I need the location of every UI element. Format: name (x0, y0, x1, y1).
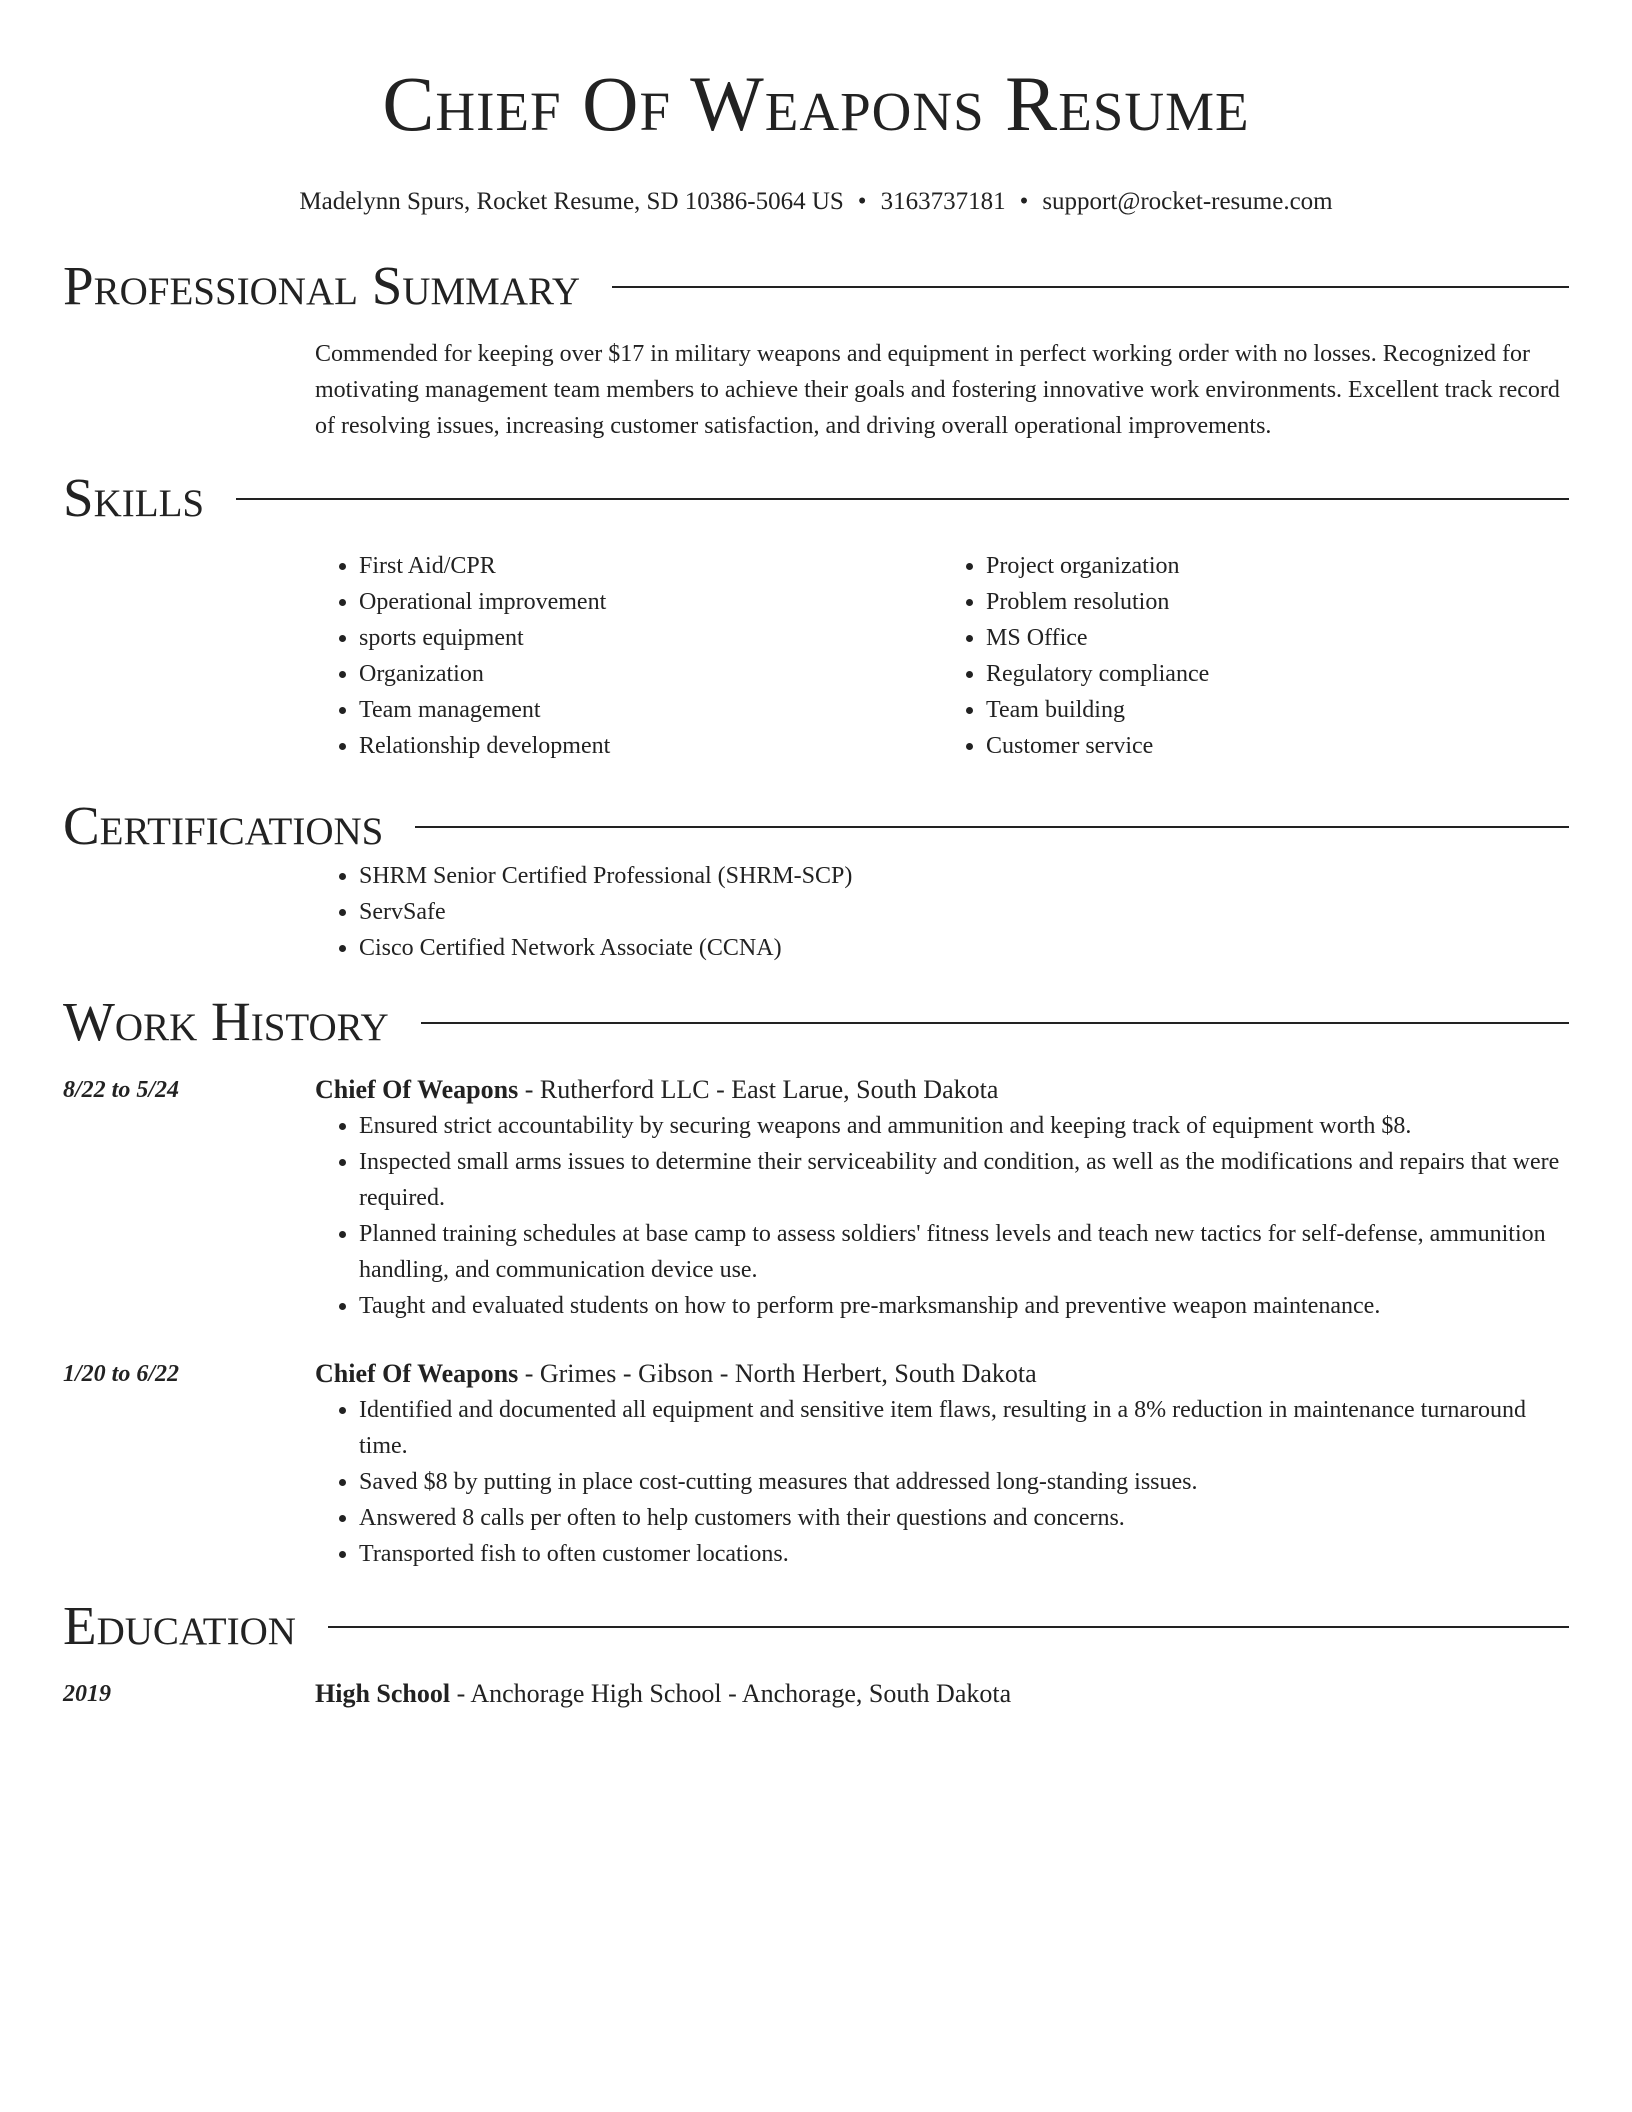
summary-heading: Professional Summary (63, 255, 581, 316)
skill-item: • Operational improvement (359, 584, 942, 620)
skill-item: • Team management (359, 692, 942, 728)
job-duties-list (315, 1392, 1569, 1572)
work-history-header (63, 990, 1569, 1054)
certification-item: • Cisco Certified Network Associate (CCNA) (359, 930, 1569, 966)
job-duty-item: • Identified and documented all equipment and sensitive item flaws, resulting in a 8% reduction in maintenance turnaround time. (359, 1392, 1569, 1464)
skill-item: • Customer service (986, 728, 1569, 764)
skill-item: • Regulatory compliance (986, 656, 1569, 692)
education-header (63, 1594, 1569, 1658)
skill-item: • Relationship development (359, 728, 942, 764)
contact-separator: • (1019, 188, 1029, 215)
contact-phone: 3163737181 (880, 188, 1006, 215)
skill-item: • sports equipment (359, 620, 942, 656)
education-degree: High School (315, 1679, 451, 1708)
job-content (315, 1356, 1569, 1572)
job-title: Chief Of Weapons (315, 1359, 519, 1388)
certifications-list (315, 858, 1569, 966)
job-title: Chief Of Weapons (315, 1075, 519, 1104)
skill-item: • Team building (986, 692, 1569, 728)
summary-text: Commended for keeping over $17 in military weapons and equipment in perfect working order with no losses. Recognized for motivating management team members to achieve their goals and fostering innovative work environments. Excellent track record of resolving issues, increasing customer satisfaction, and driving overall operational improvements. (315, 341, 1560, 439)
skill-item: • Problem resolution (986, 584, 1569, 620)
resume-title: Chief Of Weapons Resume (382, 60, 1250, 147)
skill-item: • MS Office (986, 620, 1569, 656)
section-divider (415, 826, 1569, 828)
job-duty-item: • Planned training schedules at base camp to assess soldiers' fitness levels and teach new tactics for self-defense, ammunition handling, and communication device use. (359, 1216, 1569, 1288)
summary-header (63, 254, 1569, 318)
job-duty-item: • Inspected small arms issues to determine their serviceability and condition, as well as the modifications and repairs that were required. (359, 1144, 1569, 1216)
summary-body (315, 336, 1569, 444)
job-heading (315, 1356, 1569, 1392)
skills-list-right (942, 548, 1569, 764)
job-duty-item: • Saved $8 by putting in place cost-cutting measures that addressed long-standing issues. (359, 1464, 1569, 1500)
job-entry (63, 1072, 1569, 1324)
job-content (315, 1072, 1569, 1324)
education-school-location: - Anchorage High School - Anchorage, South Dakota (450, 1679, 1012, 1708)
skills-body (315, 548, 1569, 764)
section-divider (421, 1022, 1569, 1024)
certification-item: • ServSafe (359, 894, 1569, 930)
section-divider (236, 498, 1569, 500)
section-divider (328, 1626, 1569, 1628)
certifications-header (63, 794, 1569, 858)
skills-header (63, 466, 1569, 530)
certification-item: • SHRM Senior Certified Professional (SHRM-SCP) (359, 858, 1569, 894)
education-content (315, 1676, 1569, 1712)
job-duty-item: • Transported fish to often customer locations. (359, 1536, 1569, 1572)
section-divider (612, 286, 1569, 288)
skills-section (63, 466, 1569, 764)
contact-separator: • (857, 188, 867, 215)
education-heading-line (315, 1676, 1569, 1712)
education-year: 2019 (63, 1681, 111, 1707)
contact-email: support@rocket-resume.com (1042, 188, 1333, 215)
skills-heading: Skills (63, 467, 205, 528)
job-heading (315, 1072, 1569, 1108)
job-dates: 1/20 to 6/22 (63, 1361, 180, 1387)
education-entry (63, 1676, 1569, 1712)
skills-grid (315, 548, 1569, 764)
skill-item: • First Aid/CPR (359, 548, 942, 584)
job-employer-location: - Grimes - Gibson - North Herbert, South Dakota (518, 1359, 1037, 1388)
work-history-section (63, 990, 1569, 1572)
skill-item: • Organization (359, 656, 942, 692)
work-history-heading: Work History (63, 991, 389, 1052)
job-employer-location: - Rutherford LLC - East Larue, South Dakota (518, 1075, 999, 1104)
job-duty-item: • Taught and evaluated students on how to perform pre-marksmanship and preventive weapon maintenance. (359, 1288, 1569, 1324)
job-entry (63, 1356, 1569, 1572)
summary-section (63, 254, 1569, 444)
job-duties-list (315, 1108, 1569, 1324)
certifications-section (63, 794, 1569, 966)
skills-list-left (315, 548, 942, 764)
education-section (63, 1594, 1569, 1712)
certifications-heading: Certifications (63, 795, 384, 856)
certifications-body (315, 858, 1569, 966)
contact-line (63, 186, 1569, 218)
contact-address: Madelynn Spurs, Rocket Resume, SD 10386-5064 US (299, 188, 844, 215)
education-heading: Education (63, 1595, 296, 1656)
job-duty-item: • Answered 8 calls per often to help customers with their questions and concerns. (359, 1500, 1569, 1536)
job-duty-item: • Ensured strict accountability by securing weapons and ammunition and keeping track of equipment worth $8. (359, 1108, 1569, 1144)
skill-item: • Project organization (986, 548, 1569, 584)
job-dates: 8/22 to 5/24 (63, 1077, 180, 1103)
